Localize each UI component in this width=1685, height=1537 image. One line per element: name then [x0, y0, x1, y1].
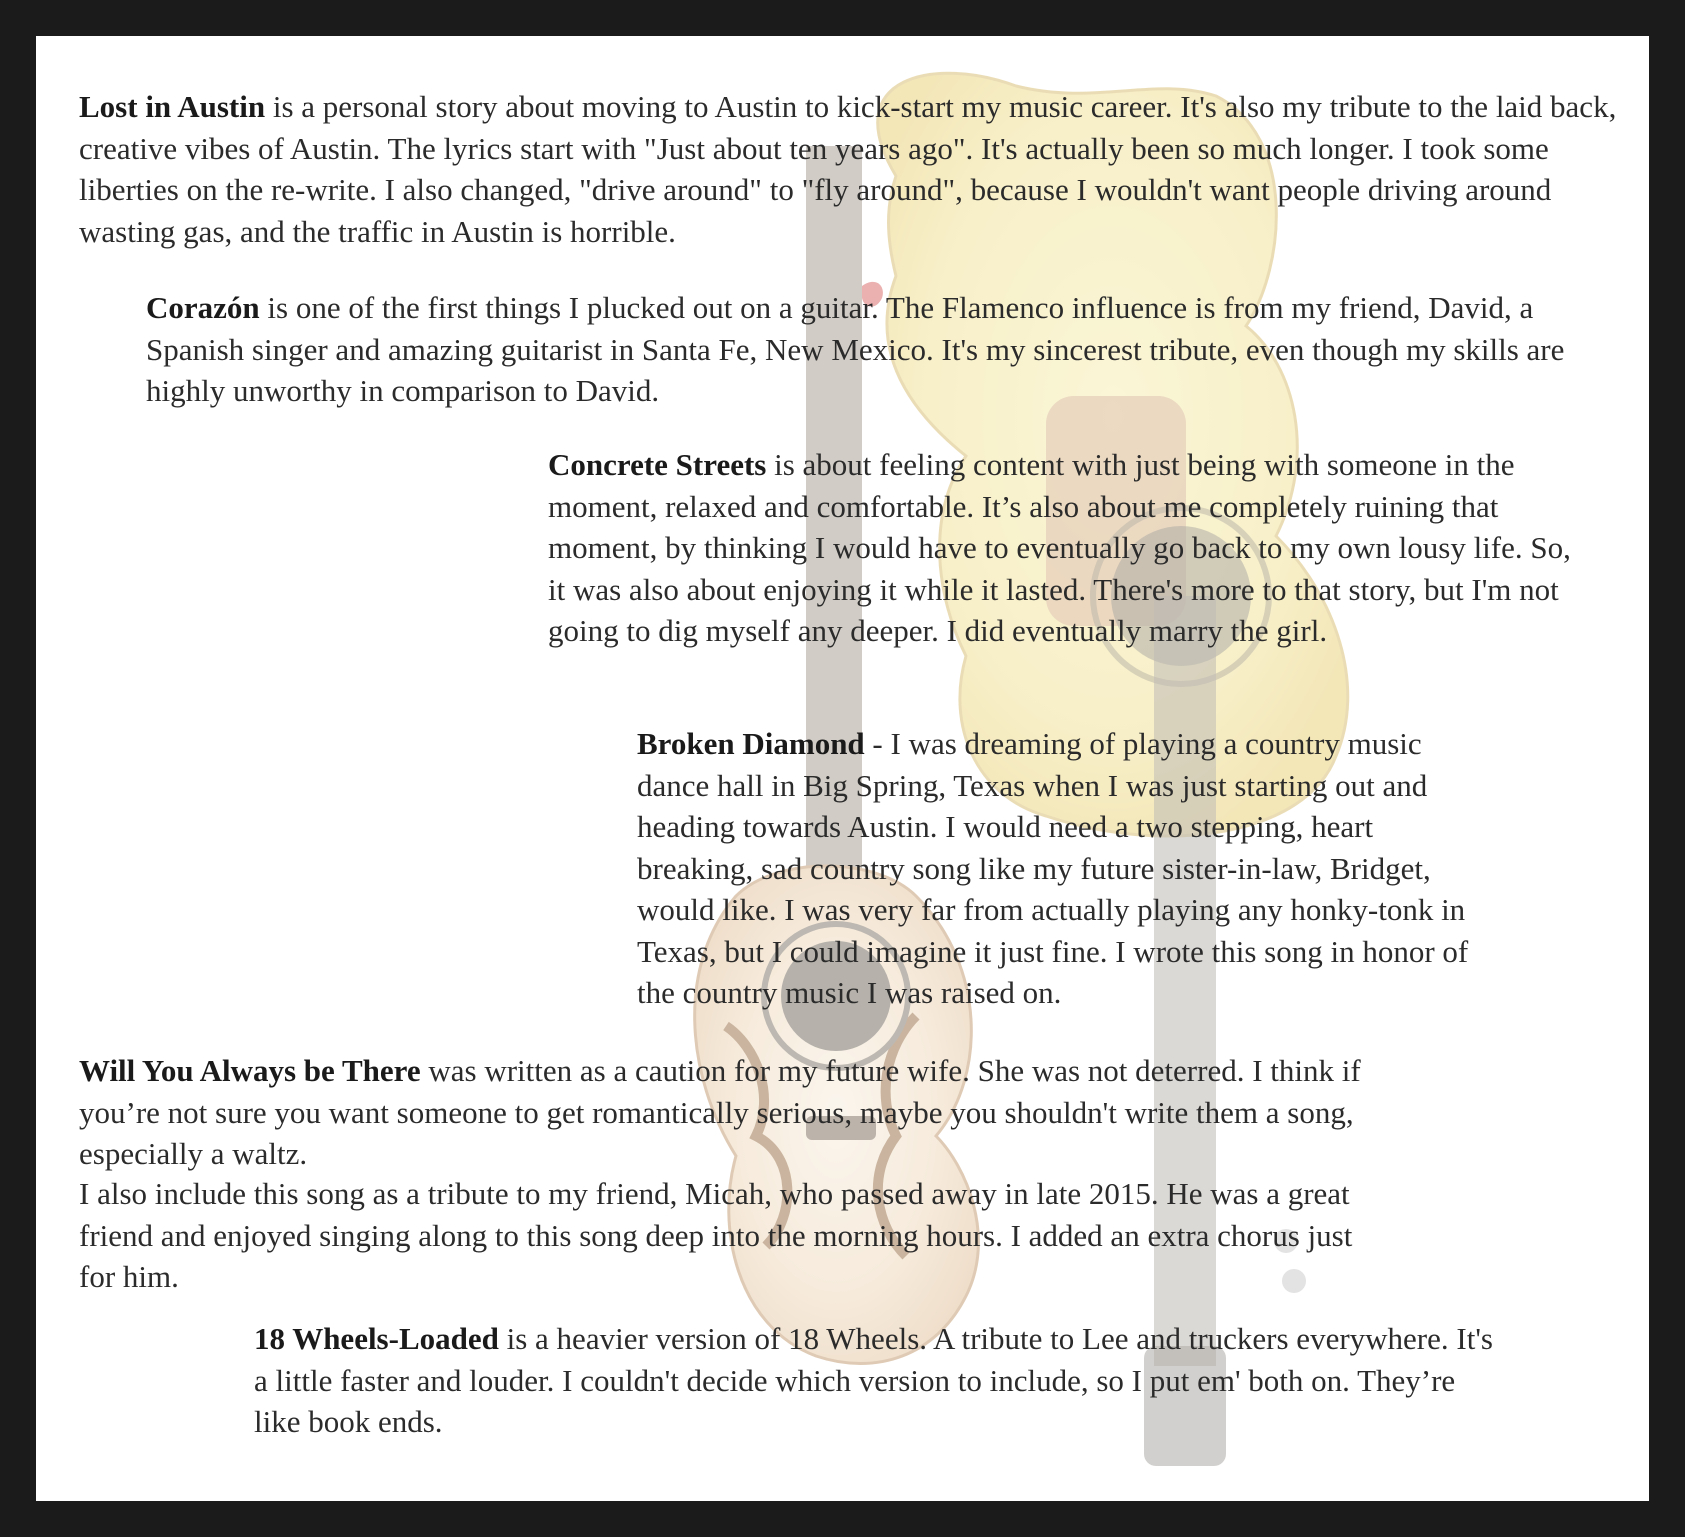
song-title: Concrete Streets — [548, 447, 767, 482]
liner-notes-page — [36, 36, 1649, 1501]
song-title: Corazón — [146, 290, 260, 325]
song-description: is a personal story about moving to Austin to kick-start my music career. It's also my tribute to the laid back, creative vibes of Austin. The lyrics start with "Just about ten years ago". It's actually been so much longer. I took some liberties on the re-write. I also changed, "drive around" to "fly around", because I wouldn't want people driving around wasting gas, and the traffic in Austin is horrible. — [79, 89, 1617, 249]
song-title: 18 Wheels-Loaded — [254, 1321, 499, 1356]
note-concrete-streets — [548, 444, 1578, 652]
song-description: - I was dreaming of playing a country music dance hall in Big Spring, Texas when I was just starting out and heading towards Austin. I would need a two stepping, heart breaking, sad country song like my future sister-in-law, Bridget, would like. I was very far from actually playing any honky-tonk in Texas, but I could imagine it just fine. I wrote this song in honor of the country music I was raised on. — [637, 726, 1469, 1010]
note-will-you-always-be-there-tribute — [79, 1173, 1369, 1298]
song-title: Broken Diamond — [637, 726, 865, 761]
song-description: is one of the first things I plucked out on a guitar. The Flamenco influence is from my friend, David, a Spanish singer and amazing guitarist in Santa Fe, New Mexico. It's my sincerest tribute, even though my skills are highly unworthy in comparison to David. — [146, 290, 1565, 408]
song-description: is a heavier version of 18 Wheels. A tribute to Lee and truckers everywhere. It's a little faster and louder. I couldn't decide which version to include, so I put em' both on. They’re like book ends. — [254, 1321, 1493, 1439]
song-description: I also include this song as a tribute to my friend, Micah, who passed away in late 2015. He was a great friend and enjoyed singing along to this song deep into the morning hours. I added an extra chorus just for him. — [79, 1176, 1353, 1294]
note-broken-diamond — [637, 723, 1487, 1014]
note-corazon — [146, 287, 1586, 412]
song-title: Lost in Austin — [79, 89, 266, 124]
note-lost-in-austin — [79, 86, 1619, 252]
song-title: Will You Always be There — [79, 1053, 421, 1088]
note-will-you-always-be-there — [79, 1050, 1369, 1175]
note-18-wheels-loaded — [254, 1318, 1504, 1443]
song-description: was written as a caution for my future wife. She was not deterred. I think if you’re not sure you want someone to get romantically serious, maybe you shouldn't write them a song, especially a waltz. — [79, 1053, 1361, 1171]
song-description: is about feeling content with just being with someone in the moment, relaxed and comfortable. It’s also about me completely ruining that moment, by thinking I would have to eventually go back to my own lousy life. So, it was also about enjoying it while it lasted. There's more to that story, but I'm not going to dig myself any deeper. I did eventually marry the girl. — [548, 447, 1571, 648]
